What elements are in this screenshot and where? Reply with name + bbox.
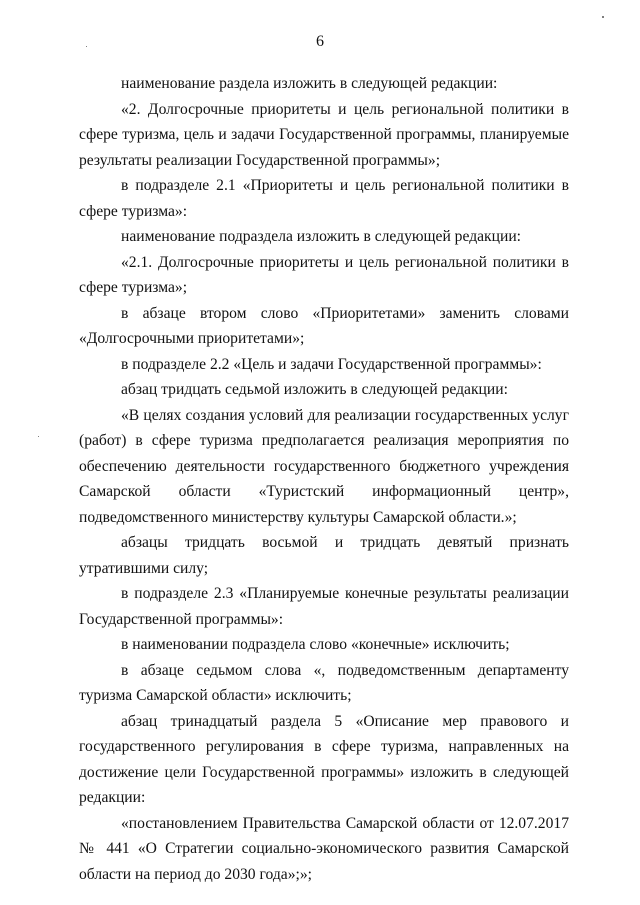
- paragraph-11: в подразделе 2.3 «Планируемые конечные результаты реализации Государственной программы»:: [79, 585, 569, 628]
- paragraph-14: абзац тринадцатый раздела 5 «Описание мер правового и государственного регулирования в сфере туризма, направленных на достижение цели Государственной программы» изложить в следующей редакции:: [79, 712, 569, 806]
- scan-speck: [86, 46, 87, 47]
- scan-speck: [602, 16, 604, 18]
- paragraph-9: «В целях создания условий для реализации государственных услуг (работ) в сфере туризма предполагается реализация мероприятия по обеспечению деятельности государственного бюджетного учреждения Самарской области «Туристский информационный центр», подведомственного министерству культуры Самарской области.»;: [79, 406, 569, 526]
- paragraph-1: наименование раздела изложить в следующей редакции:: [121, 75, 498, 92]
- paragraph-15: «постановлением Правительства Самарской области от 12.07.2017 № 441 «О Стратегии социально-экономического развития Самарской области на период до 2030 года»;»;: [79, 814, 569, 883]
- page-number: 6: [316, 33, 324, 50]
- paragraph-12: в наименовании подраздела слово «конечные» исключить;: [121, 636, 510, 653]
- paragraph-3: в подразделе 2.1 «Приоритеты и цель региональной политики в сфере туризма»:: [79, 177, 569, 220]
- paragraph-13: в абзаце седьмом слова «, подведомственным департаменту туризма Самарской области» исключить;: [79, 661, 569, 704]
- paragraph-5: «2.1. Долгосрочные приоритеты и цель региональной политики в сфере туризма»;: [79, 253, 569, 296]
- paragraph-10: абзацы тридцать восьмой и тридцать девятый признать утратившими силу;: [79, 534, 569, 577]
- document-body: [79, 71, 569, 887]
- paragraph-7: в подразделе 2.2 «Цель и задачи Государственной программы»:: [121, 355, 542, 373]
- paragraph-4: наименование подраздела изложить в следующей редакции:: [121, 228, 521, 245]
- paragraph-6: в абзаце втором слово «Приоритетами» заменить словами «Долгосрочными приоритетами»;: [79, 304, 569, 347]
- paragraph-8: абзац тридцать седьмой изложить в следующей редакции:: [121, 381, 508, 398]
- paragraph-2: «2. Долгосрочные приоритеты и цель региональной политики в сфере туризма, цель и задачи Государственной программы, планируемые результаты реализации Государственной программы»;: [79, 100, 569, 169]
- scan-speck: [38, 436, 39, 437]
